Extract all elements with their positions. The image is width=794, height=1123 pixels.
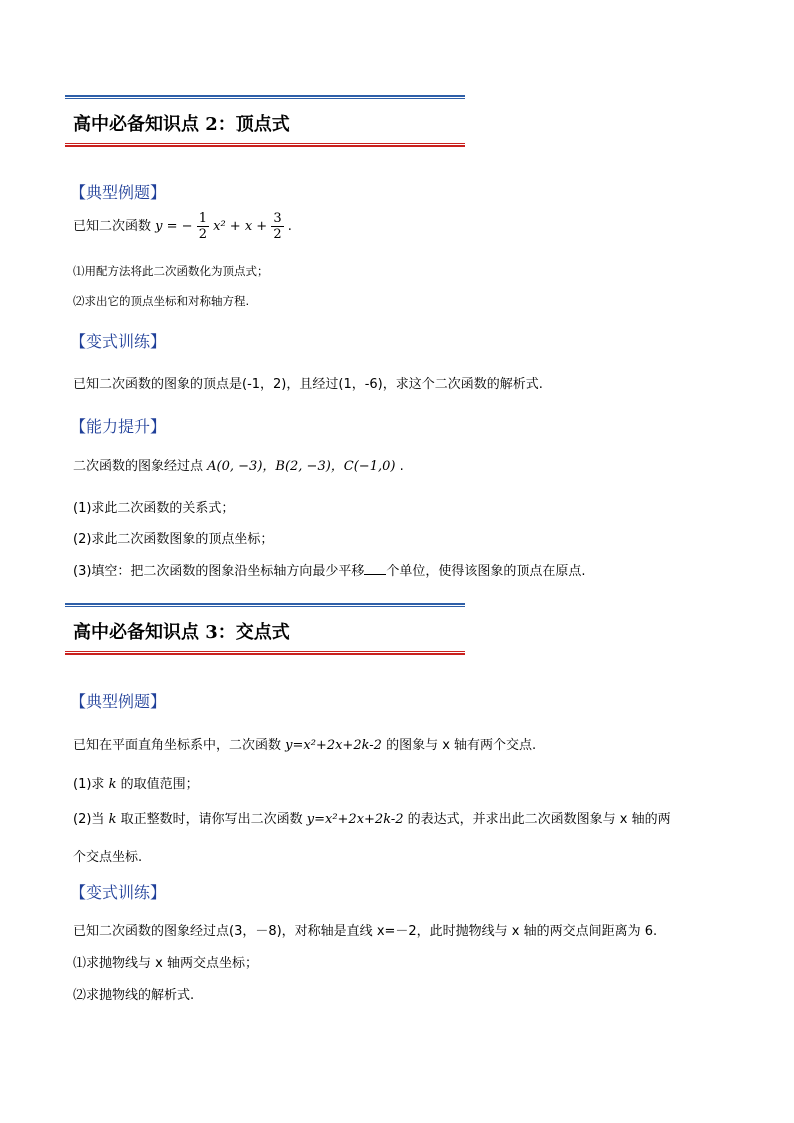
variant-text: 已知二次函数的图象的顶点是(-1，2)，且经过(1，-6)，求这个二次函数的解析式. bbox=[73, 377, 543, 392]
example-function: y=x²+2x+2k-2 bbox=[285, 738, 382, 753]
ability-question-2: (2)求此二次函数图象的顶点坐标； bbox=[73, 532, 274, 547]
section-rule-top bbox=[65, 95, 465, 99]
q1-pre: (1)求 bbox=[73, 777, 105, 792]
example-label: 【典型例题】 bbox=[70, 692, 167, 711]
example-question-2-continued: 个交点坐标. bbox=[73, 850, 143, 865]
variant-label: 【变式训练】 bbox=[70, 332, 167, 351]
ability-statement bbox=[73, 455, 404, 474]
ability-end: . bbox=[399, 459, 404, 474]
fraction bbox=[197, 211, 209, 242]
variant-label: 【变式训练】 bbox=[70, 883, 167, 902]
fraction-numerator: 3 bbox=[273, 211, 282, 226]
variant-text: 已知二次函数的图象经过点(3，－8)，对称轴是直线 x=－2，此时抛物线与 x 轴的两交点间距离为 6. bbox=[73, 924, 658, 939]
example-label: 【典型例题】 bbox=[70, 183, 167, 202]
section-rule-bottom bbox=[65, 651, 465, 655]
q1-k: k bbox=[108, 777, 117, 792]
equation-end: . bbox=[287, 219, 292, 234]
ability-q3-pre: (3)填空：把二次函数的图象沿坐标轴方向最少平移 bbox=[73, 564, 365, 579]
section-title: 高中必备知识点 2：顶点式 bbox=[73, 114, 290, 135]
equation-mid: x² + x + bbox=[213, 219, 268, 234]
example-question-1: ⑴用配方法将此二次函数化为顶点式； bbox=[73, 264, 269, 278]
q2-mid: 取正整数时，请你写出二次函数 bbox=[120, 812, 303, 827]
example-statement bbox=[73, 211, 292, 242]
ability-q3-post: 个单位，使得该图象的顶点在原点. bbox=[386, 564, 586, 579]
example-question-2: ⑵求出它的顶点坐标和对称轴方程. bbox=[73, 294, 250, 308]
example-question-2 bbox=[73, 808, 671, 827]
variant-question-1: ⑴求抛物线与 x 轴两交点坐标； bbox=[73, 956, 258, 971]
fill-blank bbox=[364, 563, 386, 575]
ability-points: A(0, −3)，B(2, −3)，C(−1,0) bbox=[207, 459, 396, 474]
q1-post: 的取值范围； bbox=[120, 777, 199, 792]
ability-label: 【能力提升】 bbox=[70, 417, 167, 436]
q2-pre: (2)当 bbox=[73, 812, 105, 827]
fraction-denominator: 2 bbox=[273, 227, 282, 242]
example-text-post: 的图象与 x 轴有两个交点. bbox=[386, 738, 537, 753]
example-question-1 bbox=[73, 773, 199, 792]
q2-post: 的表达式，并求出此二次函数图象与 x 轴的两 bbox=[407, 812, 671, 827]
section-rule-bottom bbox=[65, 143, 465, 147]
example-intro: 已知二次函数 bbox=[73, 219, 152, 234]
fraction-denominator: 2 bbox=[198, 227, 207, 242]
q2-function: y=x²+2x+2k-2 bbox=[306, 812, 404, 827]
section-title: 高中必备知识点 3：交点式 bbox=[73, 622, 290, 643]
ability-question-1: (1)求此二次函数的关系式； bbox=[73, 501, 235, 516]
example-text-pre: 已知在平面直角坐标系中，二次函数 bbox=[73, 738, 282, 753]
variant-question-2: ⑵求抛物线的解析式. bbox=[73, 988, 195, 1003]
example-statement bbox=[73, 734, 536, 753]
fraction-numerator: 1 bbox=[198, 211, 207, 226]
ability-intro: 二次函数的图象经过点 bbox=[73, 459, 204, 474]
fraction bbox=[271, 211, 283, 242]
q2-k: k bbox=[108, 812, 117, 827]
equation-lhs: y = − bbox=[155, 219, 193, 234]
section-rule-top bbox=[65, 603, 465, 607]
ability-question-3 bbox=[73, 560, 586, 579]
